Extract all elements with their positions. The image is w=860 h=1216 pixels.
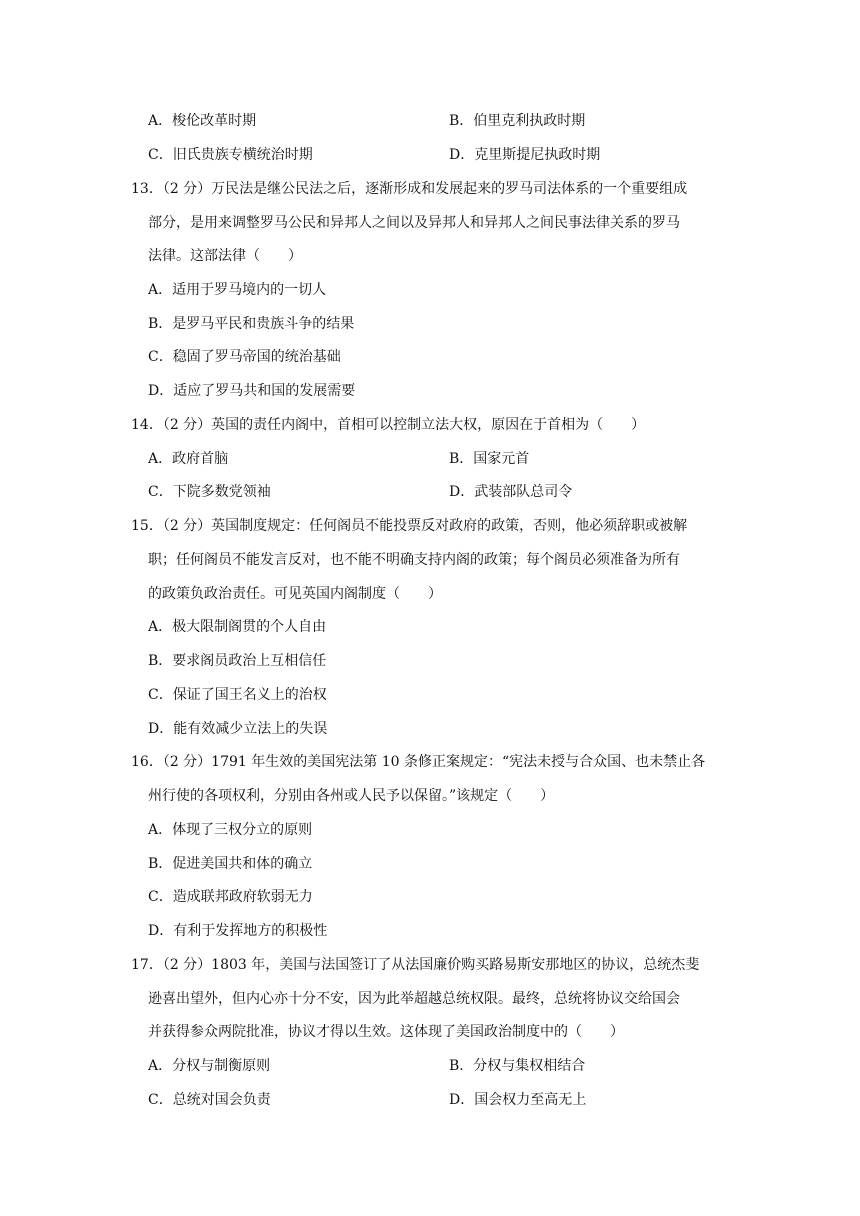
q14-option-c: C．下院多数党领袖 [148, 484, 271, 500]
q16-option-d: D．有利于发挥地方的积极性 [148, 923, 328, 939]
q14-option-d: D．武装部队总司令 [449, 484, 573, 500]
q14-option-b: B．国家元首 [449, 451, 530, 467]
q15-option-d: D．能有效减少立法上的失误 [148, 721, 328, 737]
q13-option-d: D．适应了罗马共和国的发展需要 [148, 383, 356, 399]
q16-stem-line-2: 州行使的各项权利，分别由各州或人民予以保留。”该规定（ ） [148, 788, 555, 804]
q14-option-a: A．政府首脑 [148, 451, 229, 467]
q14-stem-line-1: 14．（2 分）英国的责任内阁中，首相可以控制立法大权，原因在于首相为（ ） [131, 417, 646, 433]
q17-option-c: C．总统对国会负责 [148, 1092, 271, 1108]
q13-stem-line-1: 13．（2 分）万民法是继公民法之后，逐渐形成和发展起来的罗马司法体系的一个重要组成 [131, 181, 688, 197]
q12-option-b: B．伯里克利执政时期 [449, 113, 586, 129]
q17-stem-line-2: 逊喜出望外，但内心亦十分不安，因为此举超越总统权限。最终，总统将协议交给国会 [148, 991, 680, 1007]
q13-stem-line-2: 部分，是用来调整罗马公民和异邦人之间以及异邦人和异邦人之间民事法律关系的罗马 [148, 215, 680, 231]
q12-option-d: D．克里斯提尼执政时期 [449, 147, 601, 163]
q16-option-a: A．体现了三权分立的原则 [148, 822, 313, 838]
q17-option-b: B．分权与集权相结合 [449, 1058, 586, 1074]
q13-option-b: B．是罗马平民和贵族斗争的结果 [148, 316, 355, 332]
q17-stem-line-3: 并获得参众两院批准，协议才得以生效。这体现了美国政治制度中的（ ） [148, 1024, 624, 1040]
q15-option-c: C．保证了国王名义上的治权 [148, 687, 327, 703]
q16-stem-line-1: 16．（2 分）1791 年生效的美国宪法第 10 条修正案规定：“宪法未授与合众国、也未禁止各 [131, 754, 706, 770]
q15-option-b: B．要求阁员政治上互相信任 [148, 653, 327, 669]
q15-stem-line-3: 的政策负政治责任。可见英国内阁制度（ ） [148, 586, 442, 602]
q13-option-c: C．稳固了罗马帝国的统治基础 [148, 349, 341, 365]
q13-stem-line-3: 法律。这部法律（ ） [148, 248, 302, 264]
q17-stem-line-1: 17．（2 分）1803 年，美国与法国签订了从法国廉价购买路易斯安那地区的协议，总统杰斐 [131, 957, 700, 973]
q16-option-c: C．造成联邦政府软弱无力 [148, 889, 313, 905]
q15-stem-line-1: 15．（2 分）英国制度规定：任何阁员不能投票反对政府的政策，否则，他必须辞职或被解 [131, 518, 688, 534]
q13-option-a: A．适用于罗马境内的一切人 [148, 282, 327, 298]
q12-option-a: A．梭伦改革时期 [148, 113, 257, 129]
q15-stem-line-2: 职；任何阁员不能发言反对，也不能不明确支持内阁的政策；每个阁员必须准备为所有 [148, 552, 680, 568]
q16-option-b: B．促进美国共和体的确立 [148, 856, 313, 872]
q12-option-c: C．旧氏贵族专横统治时期 [148, 147, 313, 163]
q17-option-d: D．国会权力至高无上 [449, 1092, 587, 1108]
q17-option-a: A．分权与制衡原则 [148, 1058, 271, 1074]
q15-option-a: A．极大限制阁贯的个人自由 [148, 619, 327, 635]
